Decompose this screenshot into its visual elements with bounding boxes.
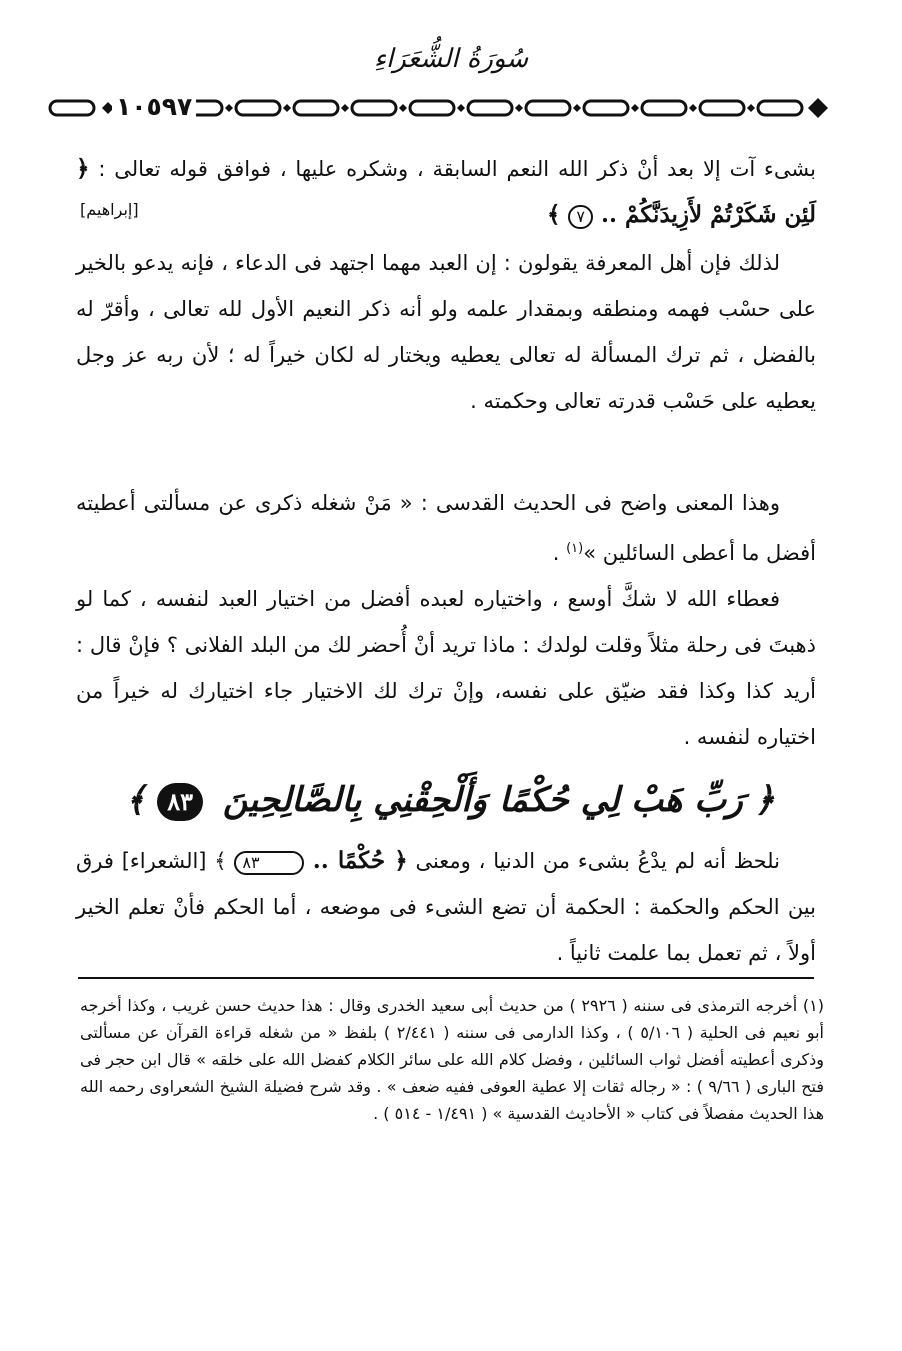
ayah-number-badge: ٨٣ <box>157 783 203 821</box>
paragraph-2 <box>76 240 816 424</box>
footnote-marker: (١) <box>566 541 584 556</box>
paragraph-1 <box>76 146 816 238</box>
ayah-text: رَبِّ هَبْ لِي حُكْمًا وَأَلْحِقْنِي بِالصَّالِحِينَ <box>222 780 743 820</box>
quran-quote: ﴿ حُكْمًا .. <box>303 847 408 874</box>
paragraph-5 <box>76 838 816 976</box>
paragraph-4-text: فعطاء الله لا شكَّ أوسع ، واختياره لعبده أفضل من اختيار العبد لنفسه ، كما لو ذهبتَ فى رحلة مثلاً وقلت لولدك : ماذا تريد أنْ أُحضر لك من البلد الفلانى ؟ فإنْ قال : أريد كذا وكذا فقد ضيّق على نفسه، وإنْ ترك لك الاختيار جاء اختيارك له خيراً من اختياره لنفسه . <box>76 587 816 749</box>
quran-quote-close: ﴾ <box>546 201 569 228</box>
paragraph-5-continuation: ﴾ [الشعراء] فرق بين الحكم والحكمة : الحكمة أن تضع الشىء فى موضعه ، أما الحكم فأنْ تعلم الخير أولاً ، ثم تعمل بما علمت ثانياً . <box>76 849 816 965</box>
page-number: ١٠٥٩٧ <box>112 92 196 121</box>
surah-title: سُورَةُ الشُّعَرَاءِ <box>373 44 529 74</box>
paragraph-4 <box>76 576 816 760</box>
ayah-block <box>120 770 780 830</box>
ayah-open-bracket: ﴿ <box>754 780 775 820</box>
ayah-close-bracket: ﴾ <box>125 780 146 820</box>
paragraph-3-end: . <box>552 541 567 565</box>
footnote-divider <box>78 977 814 979</box>
ayah-number-badge: ٧ <box>568 205 593 229</box>
paragraph-2-text: لذلك فإن أهل المعرفة يقولون : إن العبد مهما اجتهد فى الدعاء ، فإنه يدعو بالخير على حسْب فهمه ومنطقه وبمقدار علمه ولو أنه ذكر النعيم الأول لله تعالى ، وأقرّ له بالفضل ، ثم ترك المسألة له تعالى يعطيه ويختار له لكان خيراً له ؛ لأن ربه عز وجل يعطيه على حَسْب قدرته تعالى وحكمته . <box>76 251 816 413</box>
footnote-text: (١) أخرجه الترمذى فى سننه ( ٢٩٢٦ ) من حديث أبى سعيد الخدرى وقال : هذا حديث حسن غريب ، وكذا أخرجه أبو نعيم فى الحلية ( ٥/١٠٦ ) ، وكذا الدارمى فى سننه ( ٢/٤٤١ ) بلفظ « من شغله قراءة القرآن عن مسألتى وذكرى أعطيته أفضل ثواب السائلين ، وفضل كلام الله على سائر الكلام كفضل الله على خلقه » قال ابن حجر فى فتح البارى ( ٩/٦٦ ) : « رجاله ثقات إلا عطية العوفى ففيه ضعف » . وقد شرح فضيلة الشيخ الشعراوى رحمه الله هذا الحديث مفصلاً فى كتاب « الأحاديث القدسية » ( ١/٤٩١ - ٥١٤ ) . <box>80 996 824 1123</box>
quran-quote: ﴿ لَئِن شَكَرْتُمْ لأَزِيدَنَّكُمْ .. <box>76 155 816 228</box>
footnote <box>80 992 824 1127</box>
ayah-number-badge: ٨٣ <box>234 851 303 875</box>
paragraph-3 <box>76 480 816 576</box>
paragraph-3-text: وهذا المعنى واضح فى الحديث القدسى : « مَنْ شغله ذكرى عن مسألتى أعطيته أفضل ما أعطى السائلين » <box>76 491 816 565</box>
surah-reference: [إبراهيم] <box>80 200 139 219</box>
paragraph-5-text: نلحظ أنه لم يدْعُ بشىء من الدنيا ، ومعنى <box>407 849 780 873</box>
paragraph-1-text: بشىء آت إلا بعد أنْ ذكر الله النعم السابقة ، وشكره عليها ، فوافق قوله تعالى : <box>89 157 816 181</box>
